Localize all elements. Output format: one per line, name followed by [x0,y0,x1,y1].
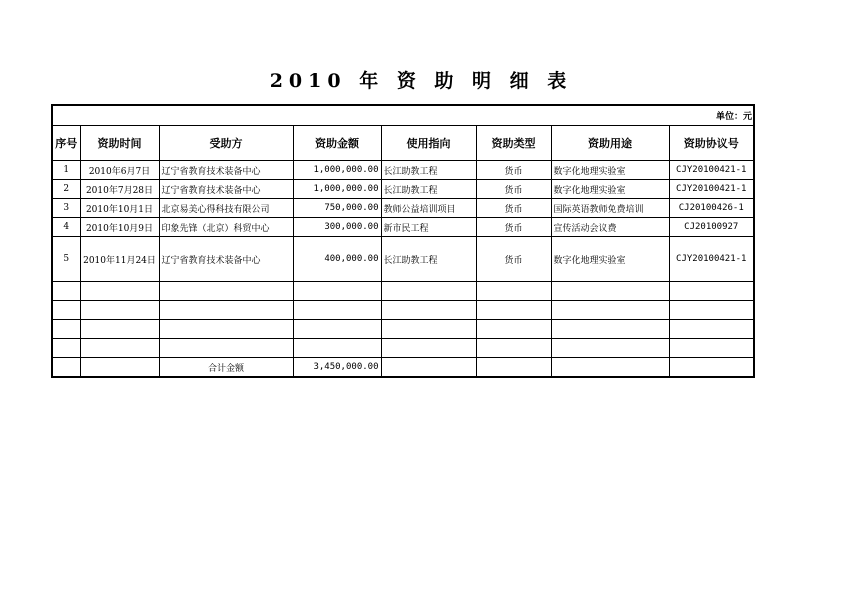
blank-row [52,320,754,339]
blank-cell [52,339,80,358]
blank-cell [476,282,551,301]
header-row [52,126,754,161]
blank-cell [669,339,754,358]
blank-cell [381,301,476,320]
blank-cell [159,301,293,320]
row-type: 货币 [476,218,551,237]
header-cell: 序号 [52,126,80,161]
blank-cell [551,301,669,320]
row-agreement: CJY20100421-1 [669,180,754,199]
row-direction: 教师公益培训项目 [381,199,476,218]
row-type: 货币 [476,237,551,282]
blank-cell [476,320,551,339]
unit-label: 单位：元 [52,105,754,126]
blank-cell [381,358,476,378]
blank-cell [551,358,669,378]
blank-cell [52,320,80,339]
row-date: 2010年11月24日 [80,237,159,282]
row-number: 3 [52,199,80,218]
row-number: 4 [52,218,80,237]
blank-cell [80,358,159,378]
header-cell: 资助时间 [80,126,159,161]
row-direction: 新市民工程 [381,218,476,237]
blank-cell [669,320,754,339]
row-purpose: 宣传活动会议费 [551,218,669,237]
blank-cell [381,282,476,301]
blank-cell [159,339,293,358]
row-date: 2010年6月7日 [80,161,159,180]
total-amount: 3,450,000.00 [293,358,381,378]
table-row [52,218,754,237]
row-number: 1 [52,161,80,180]
row-direction: 长江助教工程 [381,180,476,199]
blank-cell [159,282,293,301]
row-amount: 300,000.00 [293,218,381,237]
row-date: 2010年7月28日 [80,180,159,199]
row-agreement: CJY20100421-1 [669,161,754,180]
row-amount: 1,000,000.00 [293,180,381,199]
total-row [52,358,754,378]
blank-cell [476,301,551,320]
blank-row [52,301,754,320]
table-row [52,161,754,180]
blank-cell [293,301,381,320]
blank-cell [381,320,476,339]
row-purpose: 数字化地理实验室 [551,180,669,199]
header-cell: 资助协议号 [669,126,754,161]
row-agreement: CJ20100426-1 [669,199,754,218]
row-recipient: 北京易美心得科技有限公司 [159,199,293,218]
row-purpose: 国际英语教师免费培训 [551,199,669,218]
total-label: 合计金额 [159,358,293,378]
row-agreement: CJY20100421-1 [669,237,754,282]
header-cell: 资助用途 [551,126,669,161]
row-amount: 400,000.00 [293,237,381,282]
blank-cell [551,282,669,301]
blank-cell [293,339,381,358]
table-row [52,180,754,199]
row-recipient: 辽宁省教育技术装备中心 [159,161,293,180]
row-type: 货币 [476,180,551,199]
blank-cell [669,282,754,301]
blank-cell [381,339,476,358]
blank-cell [80,339,159,358]
header-cell: 资助金额 [293,126,381,161]
row-direction: 长江助教工程 [381,237,476,282]
blank-cell [293,282,381,301]
header-cell: 资助类型 [476,126,551,161]
row-type: 货币 [476,199,551,218]
blank-cell [669,358,754,378]
row-recipient: 印象先锋（北京）科贸中心 [159,218,293,237]
blank-cell [80,282,159,301]
table-row [52,237,754,282]
blank-cell [476,358,551,378]
row-amount: 750,000.00 [293,199,381,218]
row-number: 5 [52,237,80,282]
blank-cell [669,301,754,320]
header-cell: 使用指向 [381,126,476,161]
blank-cell [551,339,669,358]
blank-row [52,282,754,301]
blank-cell [52,358,80,378]
blank-row [52,339,754,358]
blank-cell [551,320,669,339]
row-purpose: 数字化地理实验室 [551,237,669,282]
blank-cell [52,282,80,301]
row-purpose: 数字化地理实验室 [551,161,669,180]
blank-cell [159,320,293,339]
row-amount: 1,000,000.00 [293,161,381,180]
row-date: 2010年10月1日 [80,199,159,218]
blank-cell [293,320,381,339]
row-date: 2010年10月9日 [80,218,159,237]
blank-cell [52,301,80,320]
funding-table [51,104,755,378]
blank-cell [80,301,159,320]
row-type: 货币 [476,161,551,180]
row-number: 2 [52,180,80,199]
blank-cell [476,339,551,358]
page-title: 2010 年 资 助 明 细 表 [269,70,573,92]
header-cell: 受助方 [159,126,293,161]
row-recipient: 辽宁省教育技术装备中心 [159,180,293,199]
unit-row [52,105,754,126]
table-row [52,199,754,218]
row-direction: 长江助教工程 [381,161,476,180]
row-agreement: CJ20100927 [669,218,754,237]
blank-cell [80,320,159,339]
row-recipient: 辽宁省教育技术装备中心 [159,237,293,282]
